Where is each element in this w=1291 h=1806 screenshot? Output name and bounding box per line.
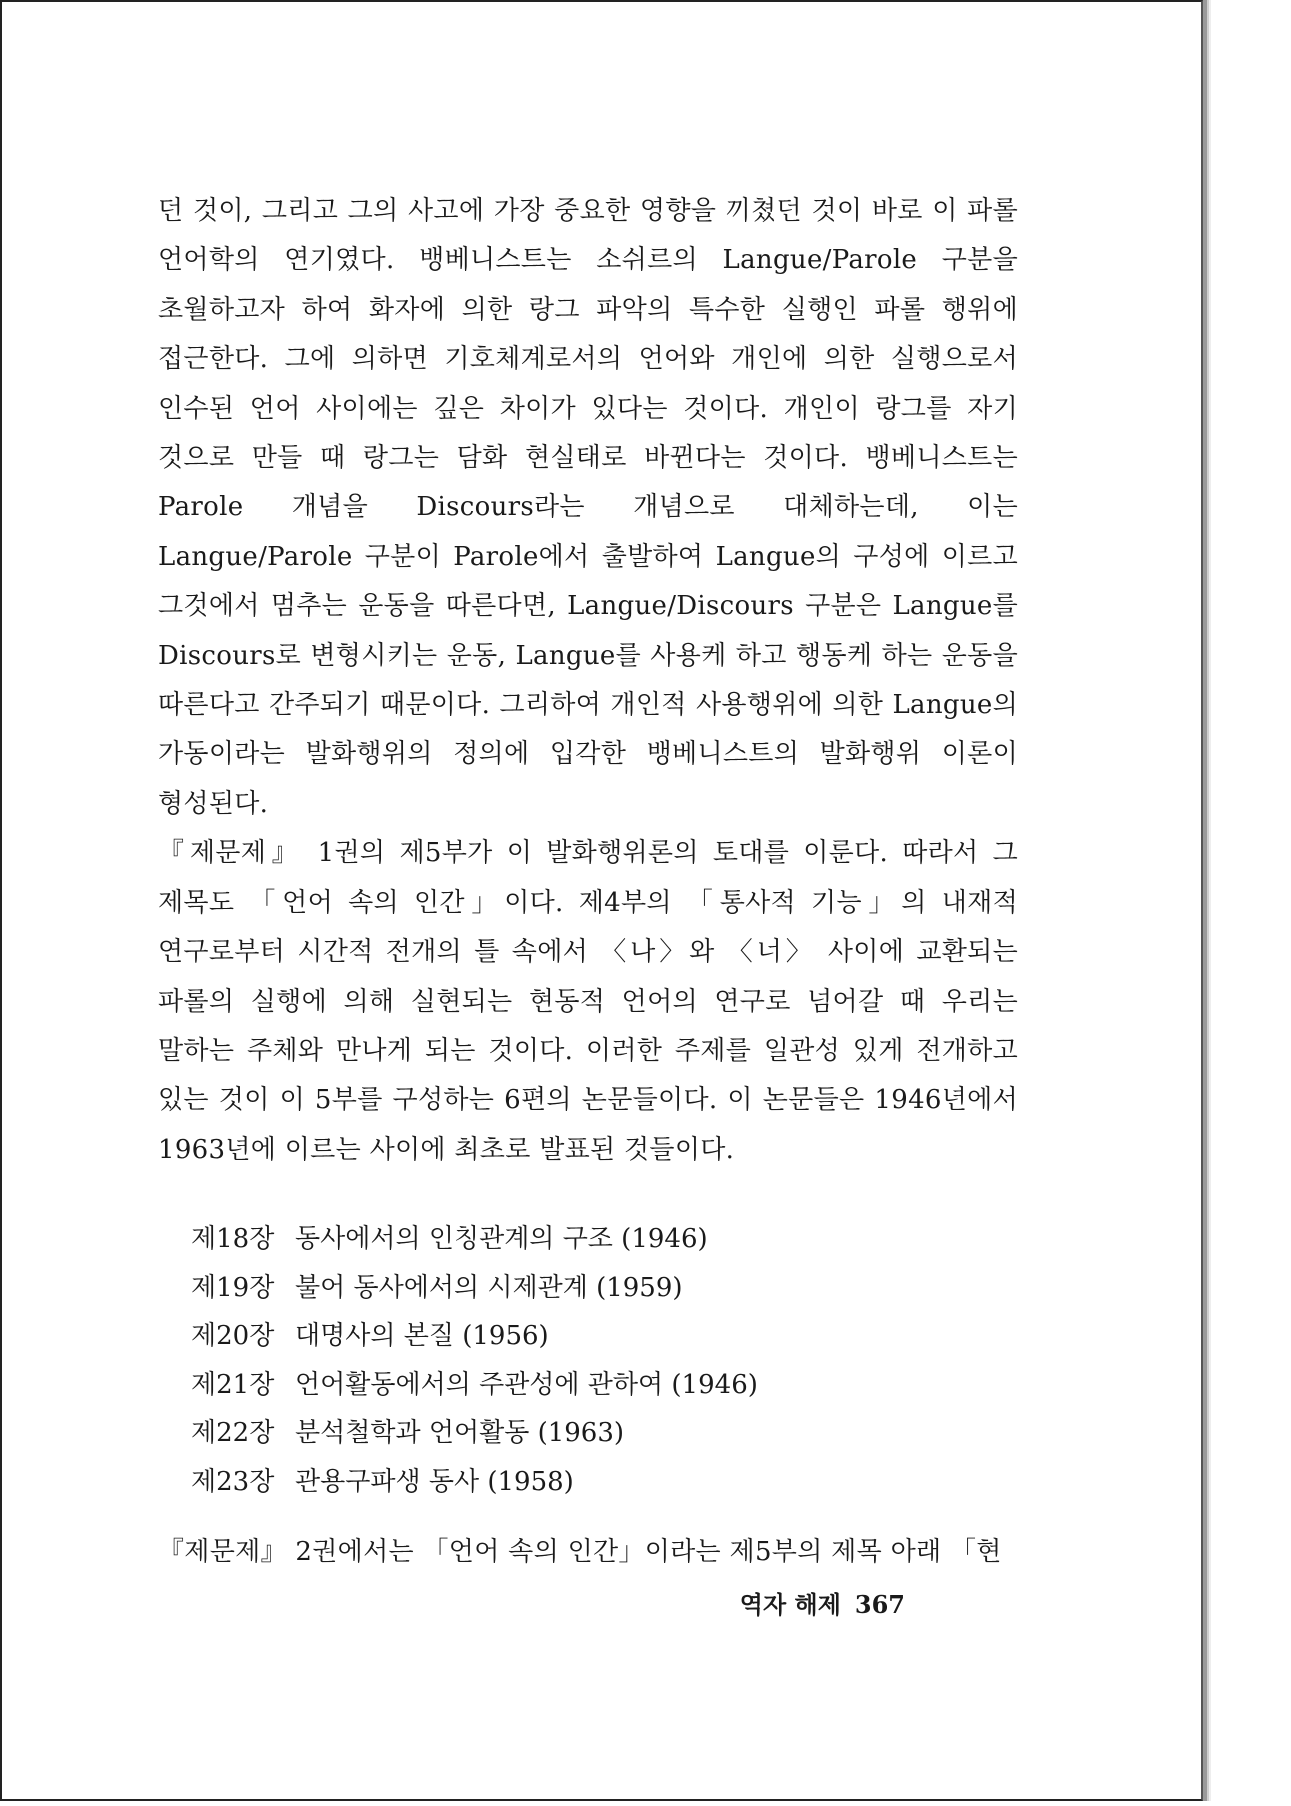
chapter-number: 제20장 <box>191 1321 275 1352</box>
chapter-title: 불어 동사에서의 시제관계 (1959) <box>295 1272 683 1303</box>
body-paragraph-2: 『제문제』 1권의 제5부가 이 발화행위론의 토대를 이룬다. 따라서 그 제목도 「언어 속의 인간」이다. 제4부의 「통사적 기능」의 내재적 연구로부터 시간적 전개의 틀 속에서 〈나〉와 〈너〉 사이에 교환되는 파롤의 실행에 의해 실현되는 현동적 언어의 연구로 넘어갈 때 우리는 말하는 주체와 만나게 되는 것이다. 이러한 주제를 일관성 있게 전개하고 있는 것이 이 5부를 구성하는 6편의 논문들이다. 이 논문들은 1946년에서 1963년에 이르는 사이에 최초로 발표된 것들이다. <box>158 838 1018 1165</box>
chapter-number: 제23장 <box>191 1466 275 1497</box>
chapter-title: 언어활동에서의 주관성에 관하여 (1946) <box>295 1369 758 1400</box>
chapter-item <box>191 1458 1018 1507</box>
page-body <box>158 187 1018 1578</box>
chapter-title: 분석철학과 언어활동 (1963) <box>295 1418 625 1449</box>
body-paragraph-3: 『제문제』 2권에서는 「언어 속의 인간」이라는 제5부의 제목 아래 「현 <box>158 1537 1002 1568</box>
chapter-title: 관용구파생 동사 (1958) <box>295 1466 574 1497</box>
chapter-number: 제21장 <box>191 1369 275 1400</box>
chapter-title: 대명사의 본질 (1956) <box>295 1321 549 1352</box>
running-title: 역자 해제 <box>739 1590 841 1619</box>
page-footer <box>740 1585 905 1620</box>
chapter-item <box>191 1264 1018 1313</box>
chapter-item <box>191 1312 1018 1361</box>
chapter-item <box>191 1409 1018 1458</box>
chapter-list <box>158 1215 1018 1506</box>
page-number: 367 <box>854 1590 905 1619</box>
chapter-item <box>191 1361 1018 1410</box>
body-paragraph-1: 던 것이, 그리고 그의 사고에 가장 중요한 영향을 끼쳤던 것이 바로 이 파롤 언어학의 연기였다. 뱅베니스트는 소쉬르의 Langue/Parole 구분을 초월하고자 하여 화자에 의한 랑그 파악의 특수한 실행인 파롤 행위에 접근한다. 그에 의하면 기호체계로서의 언어와 개인에 의한 실행으로서 인수된 언어 사이에는 깊은 차이가 있다는 것이다. 개인이 랑그를 자기 것으로 만들 때 랑그는 담화 현실태로 바뀐다는 것이다. 뱅베니스트는 Parole 개념을 Discours라는 개념으로 대체하는데, 이는 Langue/Parole 구분이 Parole에서 출발하여 Langue의 구성에 이르고 그것에서 멈추는 운동을 따른다면, Langue/Discours 구분은 Langue를 Discours로 변형시키는 운동, Langue를 사용케 하고 행동케 하는 운동을 따른다고 간주되기 때문이다. 그리하여 개인적 사용행위에 의한 Langue의 가동이라는 발화행위의 정의에 입각한 뱅베니스트의 발화행위 이론이 형성된다. <box>158 196 1018 819</box>
chapter-item <box>191 1215 1018 1264</box>
chapter-number: 제18장 <box>191 1224 275 1255</box>
chapter-number: 제22장 <box>191 1418 275 1449</box>
chapter-number: 제19장 <box>191 1272 275 1303</box>
chapter-title: 동사에서의 인칭관계의 구조 (1946) <box>295 1224 708 1255</box>
